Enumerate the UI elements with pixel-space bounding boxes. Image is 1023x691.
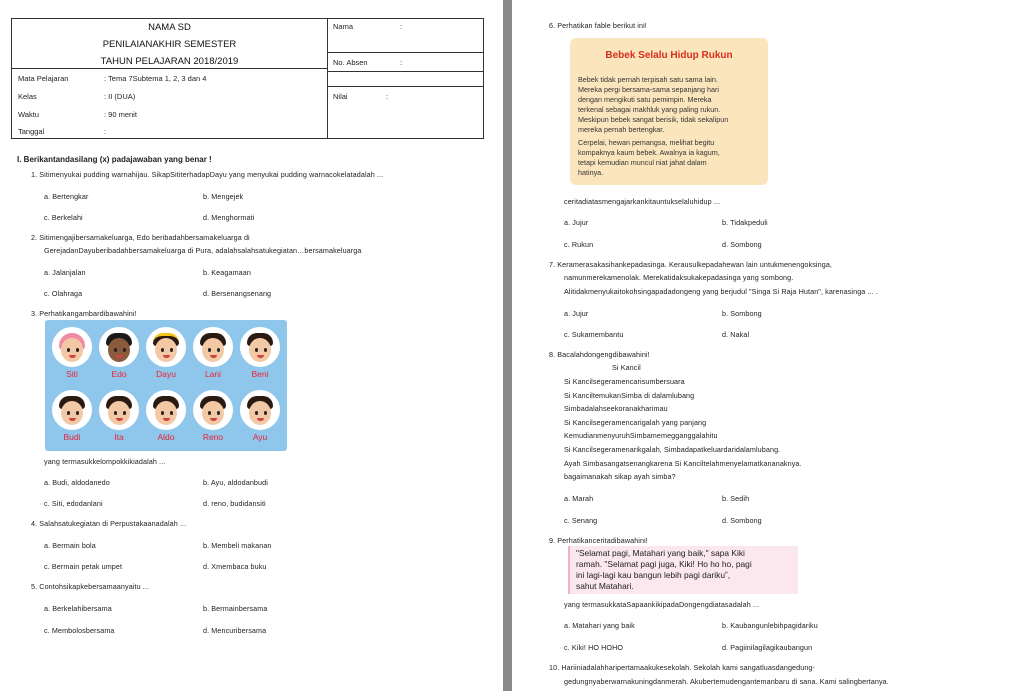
q8-story-title: Si Kancil: [612, 363, 641, 372]
score-value: :: [386, 92, 389, 101]
exam-title: PENILAIANAKHIR SEMESTER: [102, 39, 237, 50]
q8-question: bagaimanakah sikap ayah simba?: [564, 472, 676, 481]
q8-story-line: Si Kancilsegeramenarikgalah, Simbadapatkeluardaridalamlubang.: [564, 445, 781, 454]
character-budi: [50, 390, 94, 442]
quote-line: "Selamat pagi, Matahari yang baik," sapa Kiki: [576, 548, 745, 558]
character-aldo: [144, 390, 188, 442]
time-label: Waktu: [18, 110, 39, 119]
q7-option-b[interactable]: b. Sombong: [722, 309, 762, 318]
q2-text-line1: 2. Sitimengajibersamakeluarga, Edo beribadahbersamakeluarga di: [31, 233, 250, 242]
q8-story-line: Ayah Simbasangatsenangkarena Si Kanciltelahmenyelamatkananaknya.: [564, 459, 802, 468]
fable-line: kompaknya kaum bebek. Awalnya ia kagum,: [578, 148, 720, 157]
header-table: [11, 18, 484, 139]
q8-text: 8. Bacalahdongengdibawahini!: [549, 350, 650, 359]
document-page-left: [0, 0, 503, 691]
q6-option-b[interactable]: b. Tidakpeduli: [722, 218, 768, 227]
date-value: :: [104, 127, 107, 136]
q8-story-line: Simbadalahseekoranakharimau: [564, 404, 668, 413]
q7-text-line3: Alitidakmenyukaitokohsingapadadongeng yang berjudul "Singa Si Raja Hutan", karenasinga ... .: [564, 287, 878, 296]
q3-follow: yang termasukkelompokkikiadalah ...: [44, 457, 166, 466]
q7-text-line2: namunmerekamenolak. Merekatidaksukakepadasinga yang sombong.: [564, 273, 794, 282]
name-lani: Lani: [204, 369, 222, 379]
q1-option-d[interactable]: d. Menghormati: [203, 213, 255, 222]
q5-option-c[interactable]: c. Membolosbersama: [44, 626, 115, 635]
name-beni: Beni: [251, 369, 269, 379]
q4-option-c[interactable]: c. Bermain petak umpet: [44, 562, 123, 571]
q10-text-line2: gedungnyaberwarnakuningdanmerah. Akubertemudengantemanbaru di sana. Kami salingbertanya.: [564, 677, 889, 686]
subject-value: : Tema 7Subtema 1, 2, 3 dan 4: [104, 74, 207, 83]
q9-follow: yang termasukkataSapaankikipadaDongengdiatasadalah ...: [564, 600, 760, 609]
q6-text: 6. Perhatikan fable berikut ini!: [549, 21, 647, 30]
q3-text: 3. Perhatikangambardibawahini!: [31, 309, 137, 318]
characters-row-1: [45, 327, 287, 387]
name-dayu: Dayu: [156, 369, 176, 379]
quote-line: ramah. "Selamat pagi juga, Kiki! Ho ho ho, pagi: [576, 559, 752, 569]
character-ayu: [238, 390, 282, 442]
year-title: TAHUN PELAJARAN 2018/2019: [100, 56, 239, 67]
q4-option-a[interactable]: a. Bermain bola: [44, 541, 96, 550]
time-value: : 90 menit: [104, 110, 137, 119]
q5-option-d[interactable]: d. Mencuribersama: [203, 626, 267, 635]
q2-option-b[interactable]: b. Keagamaan: [203, 268, 251, 277]
score-label: Nilai: [333, 92, 348, 101]
fable-title: Bebek Selalu Hidup Rukun: [605, 50, 733, 61]
q3-option-b[interactable]: b. Ayu, aldodanbudi: [203, 478, 268, 487]
q3-option-a[interactable]: a. Budi, aldodanedo: [44, 478, 110, 487]
characters-row-2: [45, 390, 287, 450]
q4-option-d[interactable]: d. Xmembaca buku: [203, 562, 267, 571]
q7-option-c[interactable]: c. Sukamembantu: [564, 330, 624, 339]
fable-box: [570, 38, 768, 185]
q2-text-line2: GerejadanDayuberibadahbersamakeluarga di Pura, adalahsalahsatukegiatan…bersamakeluarga: [44, 246, 362, 255]
character-dayu: [144, 327, 188, 379]
q7-option-d[interactable]: d. Nakal: [722, 330, 750, 339]
q8-story-line: Si Kancilsegeramencarisumbersuara: [564, 377, 685, 386]
class-label: Kelas: [18, 92, 37, 101]
quote-box: [568, 546, 798, 594]
absen-label: No. Absen: [333, 58, 368, 67]
absen-value: :: [400, 58, 403, 67]
q8-story-line: Si Kancilsegeramencarigalah yang panjang: [564, 418, 707, 427]
name-edo: Edo: [111, 369, 127, 379]
q1-option-a[interactable]: a. Bertengkar: [44, 192, 89, 201]
q9-option-a[interactable]: a. Matahari yang baik: [564, 621, 635, 630]
fable-line: hatinya.: [578, 168, 604, 177]
fable-line: terkenal sebagai makhluk yang paling rukun.: [578, 105, 721, 114]
q9-option-d[interactable]: d. Pagiinilagilagikaubangun: [722, 643, 813, 652]
name-budi: Budi: [63, 432, 81, 442]
q8-option-b[interactable]: b. Sedih: [722, 494, 750, 503]
name-ita: Ita: [114, 432, 124, 442]
fable-line: dengan mengikuti satu pemimpin. Mereka: [578, 95, 712, 104]
fable-line: tetapi kemudian muncul niat jahat dalam: [578, 158, 707, 167]
fable-line: Mereka pergi bersama-sama sepanjang hari: [578, 85, 720, 94]
characters-illustration: [45, 320, 287, 451]
fable-line: mereka pernah bertengkar.: [578, 125, 665, 134]
name-reno: Reno: [202, 432, 224, 442]
q8-option-c[interactable]: c. Senang: [564, 516, 598, 525]
class-value: : II (DUA): [104, 92, 136, 101]
q6-follow: ceritadiatasmengajarkankitauntukselaluhidup ...: [564, 197, 721, 206]
character-siti: [50, 327, 94, 379]
quote-line: ini lagi-lagi kau bangun lebih pagi darikuˮ,: [576, 570, 731, 580]
q5-option-a[interactable]: a. Berkelahibersama: [44, 604, 112, 613]
q1-option-b[interactable]: b. Mengejek: [203, 192, 244, 201]
name-siti: Siti: [66, 369, 78, 379]
character-lani: [191, 327, 235, 379]
name-aldo: Aldo: [157, 432, 175, 442]
q2-option-c[interactable]: c. Olahraga: [44, 289, 83, 298]
q2-option-a[interactable]: a. Jalanjalan: [44, 268, 86, 277]
q7-option-a[interactable]: a. Jujur: [564, 309, 589, 318]
q4-option-b[interactable]: b. Membeli makanan: [203, 541, 272, 550]
q8-story-line: Si KanciltemukanSimba di dalamlubang: [564, 391, 695, 400]
q10-text-line1: 10. Hariiniadalahharipertamaakukesekolah. Sekolah kami sangatluasdangedung-: [549, 663, 816, 672]
q6-option-d[interactable]: d. Sombong: [722, 240, 762, 249]
q9-option-c[interactable]: c. Kiki! HO HOHO: [564, 643, 624, 652]
character-edo: [97, 327, 141, 379]
subject-label: Mata Pelajaran: [18, 74, 69, 83]
q8-story-line: KemudianmenyuruhSimbamemegganggalahitu: [564, 431, 718, 440]
instruction: I. Berikantandasilang (x) padajawaban yang benar !: [17, 155, 212, 164]
q4-text: 4. Salahsatukegiatan di Perpustakaanadalah ...: [31, 519, 187, 528]
name-value: :: [400, 22, 403, 31]
q7-text-line1: 7. Keramerasakasihankepadasinga. Kerausulkepadahewan lain untukmenengoksinga,: [549, 260, 833, 269]
date-label: Tanggal: [18, 127, 45, 136]
character-ita: [97, 390, 141, 442]
fable-line: Cerpelai, hewan pemangsa, melihat begitu: [578, 138, 715, 147]
q9-option-b[interactable]: b. Kaubangunlebihpagidariku: [722, 621, 818, 630]
q6-option-c[interactable]: c. Rukun: [564, 240, 594, 249]
q2-option-d[interactable]: d. Bersenangsenang: [203, 289, 272, 298]
q5-option-b[interactable]: b. Bermainbersama: [203, 604, 268, 613]
fable-line: Meskipun bebek sangat berisik, tidak sekalipun: [578, 115, 729, 124]
name-label: Nama: [333, 22, 354, 31]
q8-option-a[interactable]: a. Marah: [564, 494, 594, 503]
fable-line: Bebek tidak pernah terpisah satu sama lain.: [578, 75, 718, 84]
q9-text: 9. Perhatikanceritadibawahini!: [549, 536, 648, 545]
character-beni: [238, 327, 282, 379]
name-ayu: Ayu: [252, 432, 268, 442]
q5-text: 5. Contohsikapkebersamaanyaitu ...: [31, 582, 150, 591]
q1-text: 1. Sitimenyukai pudding warnahijau. SikapSititerhadapDayu yang menyukai pudding warnacokelatadalah ...: [31, 170, 384, 179]
q1-option-c[interactable]: c. Berkelahi: [44, 213, 83, 222]
school-name: NAMA SD: [148, 22, 191, 33]
character-reno: [191, 390, 235, 442]
q3-option-c[interactable]: c. Siti, edodanlani: [44, 499, 103, 508]
quote-line: sahut Matahari.: [576, 581, 634, 591]
q3-option-d[interactable]: d. reno, budidansiti: [203, 499, 266, 508]
q8-option-d[interactable]: d. Sombong: [722, 516, 762, 525]
q6-option-a[interactable]: a. Jujur: [564, 218, 589, 227]
